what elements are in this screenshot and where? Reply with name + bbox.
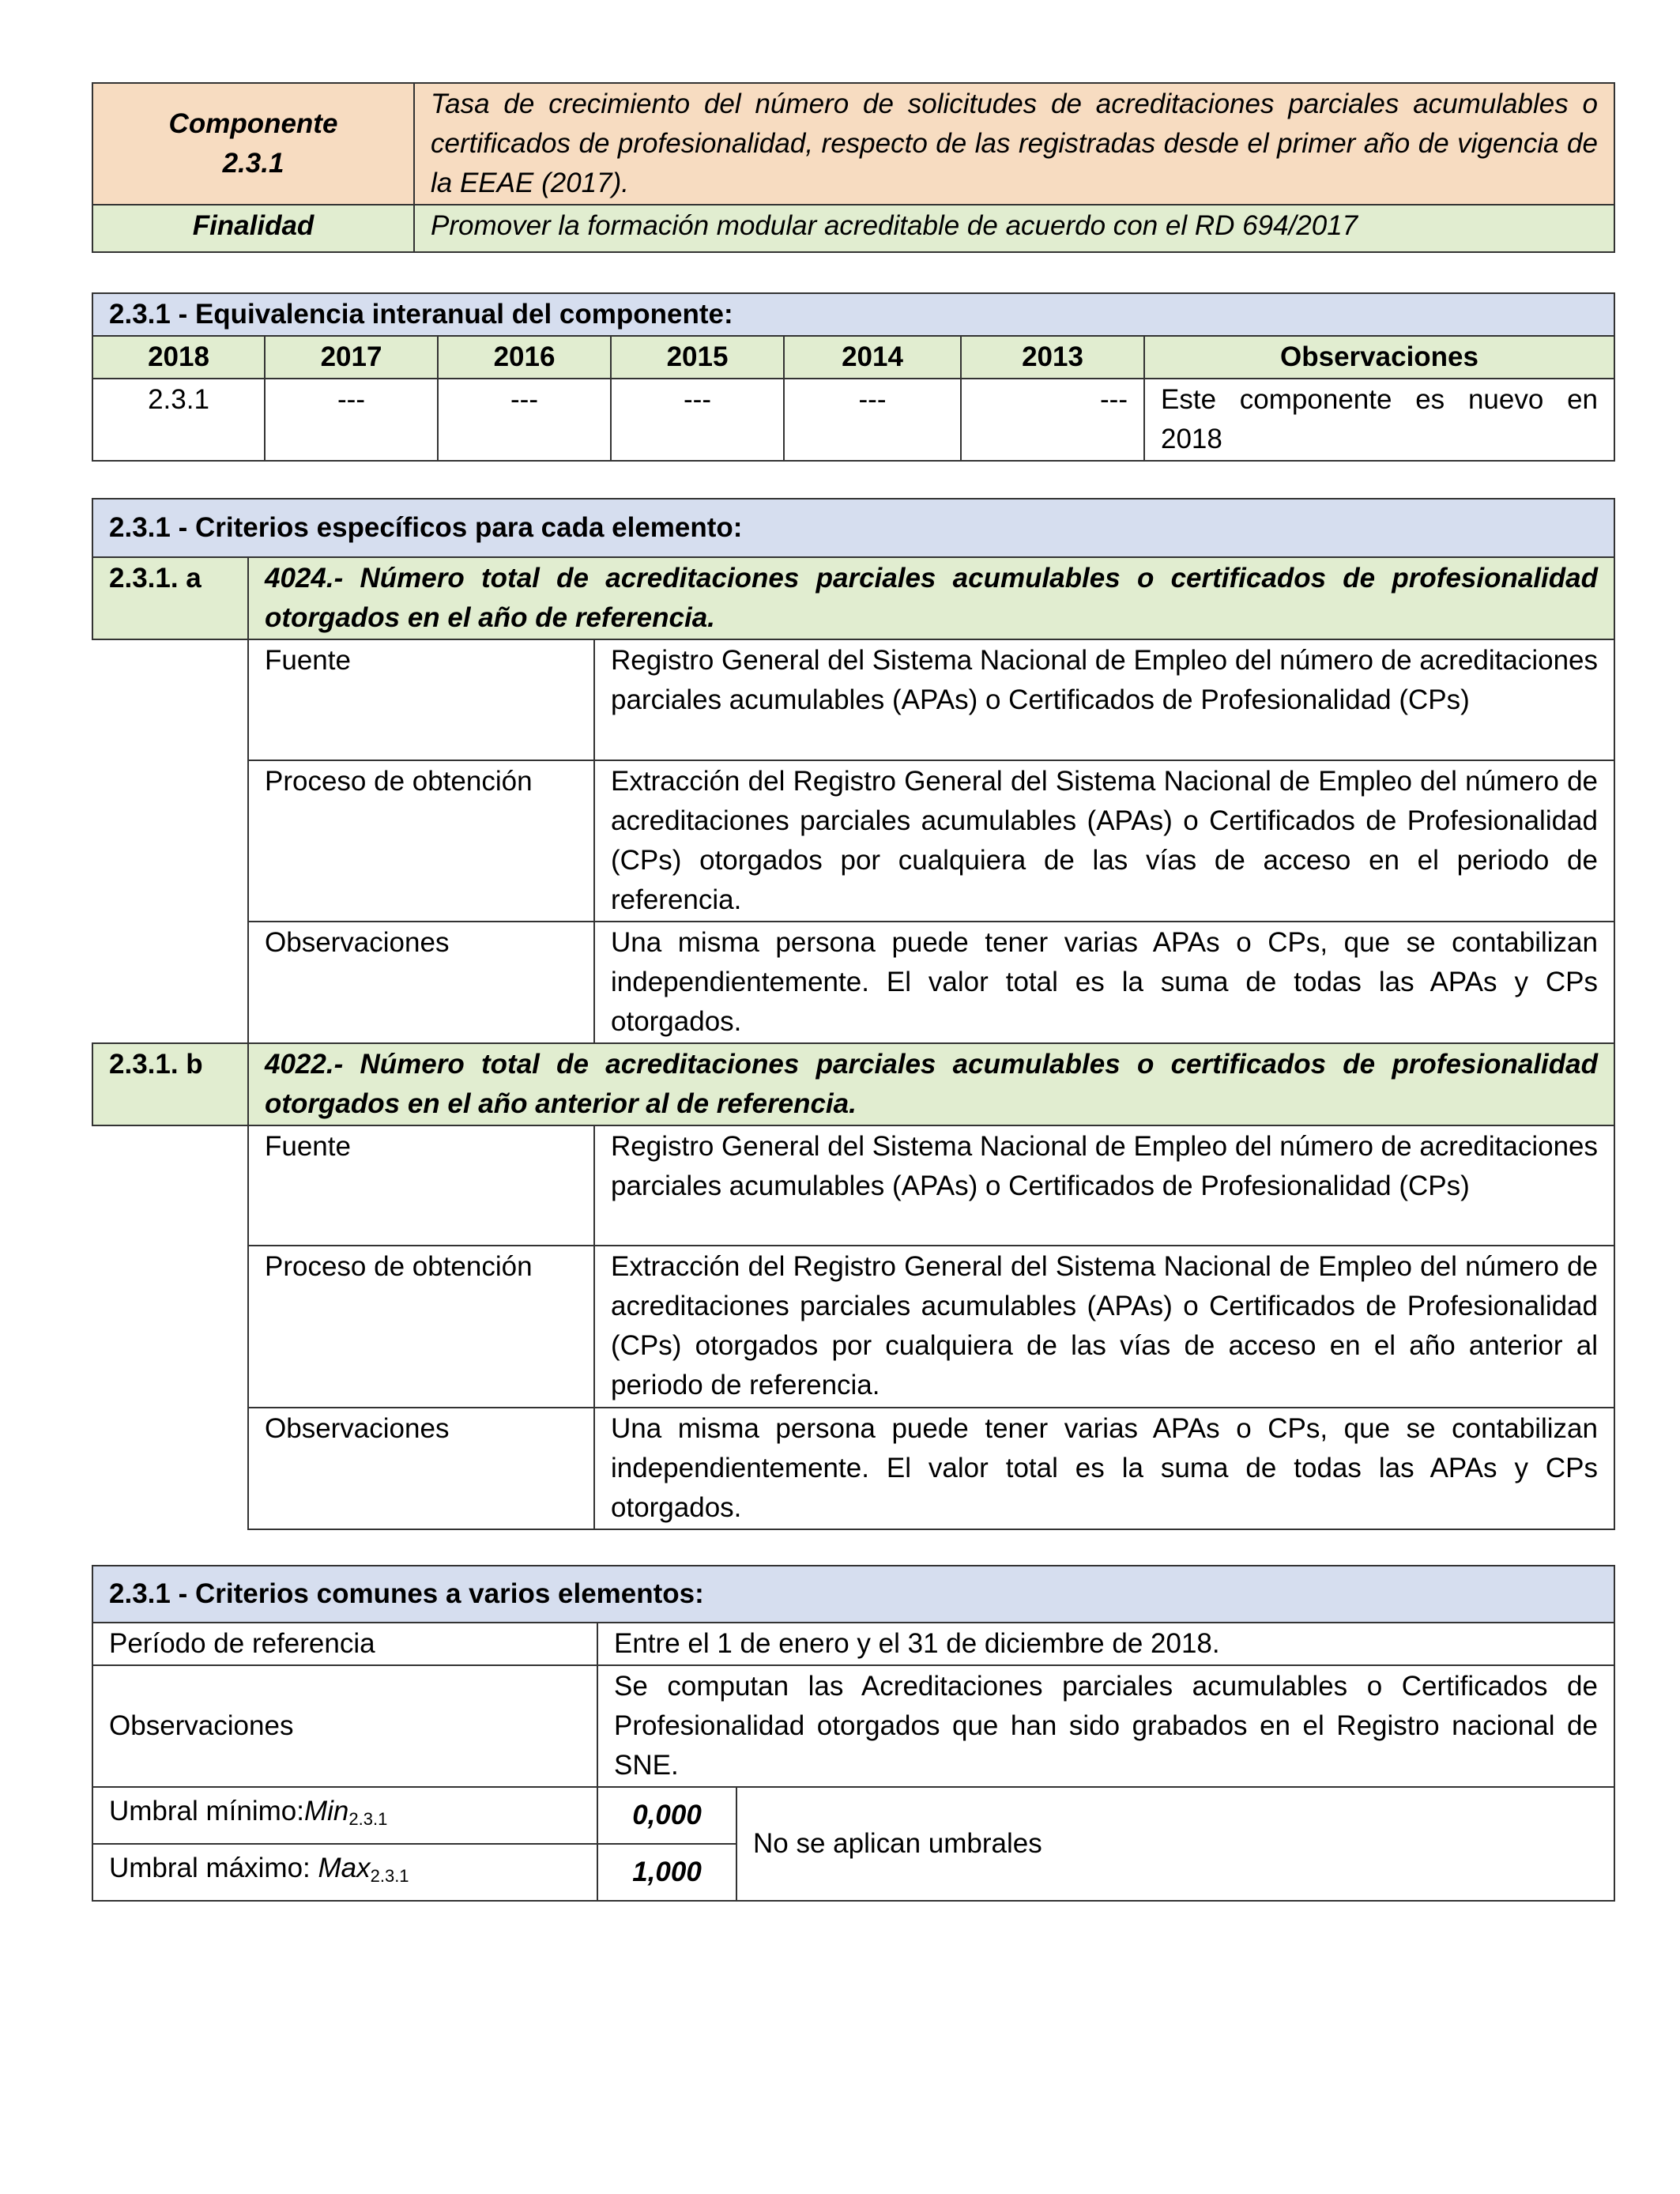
min-threshold-symbol: Min [303,1796,349,1826]
element-title: 4022.- Número total de acreditaciones parciales acumulables o certificados de profesionalidad otorgados en el año anterior al de referencia. [248,1043,1614,1125]
equivalence-header: 2018 [92,336,265,379]
max-threshold-label: Umbral máximo: [109,1853,318,1883]
element-row-label: Observaciones [248,922,594,1043]
min-threshold-label: Umbral mínimo: [109,1796,304,1826]
component-label-cell [92,83,414,205]
element-row-value: Extracción del Registro General del Sistema Nacional de Empleo del número de acreditaciones parciales acumulables (APAs) o Certificados de Profesionalidad (CPs) otorgados por cualquiera de las vías de acceso en el periodo de referencia. [594,760,1614,922]
equivalence-header: 2016 [438,336,611,379]
component-description: Tasa de crecimiento del número de solicitudes de acreditaciones parciales acumulables o certificados de profesionalidad, respecto de las registradas desde el primer año de vigencia de la EEAE (2017). [414,83,1614,205]
max-threshold-label-cell [92,1844,597,1901]
element-row-label: Proceso de obtención [248,1246,594,1408]
specific-title: 2.3.1 - Criterios específicos para cada elemento: [92,499,1614,557]
common-criteria-table [92,1565,1615,1902]
spacer-cell [92,1246,248,1408]
element-row-label: Fuente [248,1125,594,1246]
equivalence-table [92,292,1615,462]
equivalence-header: 2014 [784,336,961,379]
equivalence-cell: --- [611,379,784,461]
max-threshold-value: 1,000 [597,1844,736,1901]
spacer-cell [92,1125,248,1246]
component-label: Componente [168,108,338,139]
spacer-cell [92,639,248,760]
element-row-label: Fuente [248,639,594,760]
threshold-note: No se aplican umbrales [736,1787,1614,1901]
component-table [92,82,1615,253]
common-title: 2.3.1 - Criterios comunes a varios elementos: [92,1566,1614,1623]
element-row-value: Una misma persona puede tener varias APAs o CPs, que se contabilizan independientemente. El valor total es la suma de todas las APAs y CPs otorgados. [594,922,1614,1043]
spacer-cell [92,760,248,922]
period-label: Período de referencia [92,1623,597,1665]
equivalence-cell: 2.3.1 [92,379,265,461]
equivalence-title: 2.3.1 - Equivalencia interanual del componente: [92,293,1614,336]
element-title: 4024.- Número total de acreditaciones parciales acumulables o certificados de profesionalidad otorgados en el año de referencia. [248,557,1614,639]
purpose-label: Finalidad [92,205,414,252]
equivalence-cell: --- [784,379,961,461]
element-row-label: Proceso de obtención [248,760,594,922]
period-value: Entre el 1 de enero y el 31 de diciembre de 2018. [597,1623,1614,1665]
component-code: 2.3.1 [222,148,284,179]
equivalence-header: 2017 [265,336,438,379]
equivalence-header: Observaciones [1144,336,1614,379]
equivalence-cell: --- [438,379,611,461]
element-code: 2.3.1. b [92,1043,248,1125]
min-threshold-value: 0,000 [597,1787,736,1844]
common-observations-label: Observaciones [92,1665,597,1787]
element-row-value: Registro General del Sistema Nacional de Empleo del número de acreditaciones parciales acumulables (APAs) o Certificados de Profesionalidad (CPs) [594,1125,1614,1246]
equivalence-observation: Este componente es nuevo en 2018 [1144,379,1614,461]
max-threshold-subscript: 2.3.1 [370,1866,409,1886]
equivalence-cell: --- [265,379,438,461]
element-row-label: Observaciones [248,1408,594,1529]
equivalence-cell: --- [961,379,1144,461]
purpose-text: Promover la formación modular acreditable de acuerdo con el RD 694/2017 [414,205,1614,252]
equivalence-header: 2015 [611,336,784,379]
spacer-cell [92,1408,248,1529]
common-observations-value: Se computan las Acreditaciones parciales acumulables o Certificados de Profesionalidad otorgados que han sido grabados en el Registro nacional de SNE. [597,1665,1614,1787]
spacer-cell [92,922,248,1043]
element-code: 2.3.1. a [92,557,248,639]
element-row-value: Registro General del Sistema Nacional de Empleo del número de acreditaciones parciales acumulables (APAs) o Certificados de Profesionalidad (CPs) [594,639,1614,760]
element-row-value: Extracción del Registro General del Sistema Nacional de Empleo del número de acreditaciones parciales acumulables (APAs) o Certificados de Profesionalidad (CPs) otorgados por cualquiera de las vías de acceso en el año anterior al periodo de referencia. [594,1246,1614,1408]
max-threshold-symbol: Max [318,1853,371,1883]
element-row-value: Una misma persona puede tener varias APAs o CPs, que se contabilizan independientemente. El valor total es la suma de todas las APAs y CPs otorgados. [594,1408,1614,1529]
equivalence-header: 2013 [961,336,1144,379]
specific-criteria-table [92,498,1615,1530]
min-threshold-subscript: 2.3.1 [348,1809,388,1829]
min-threshold-label-cell [92,1787,597,1844]
